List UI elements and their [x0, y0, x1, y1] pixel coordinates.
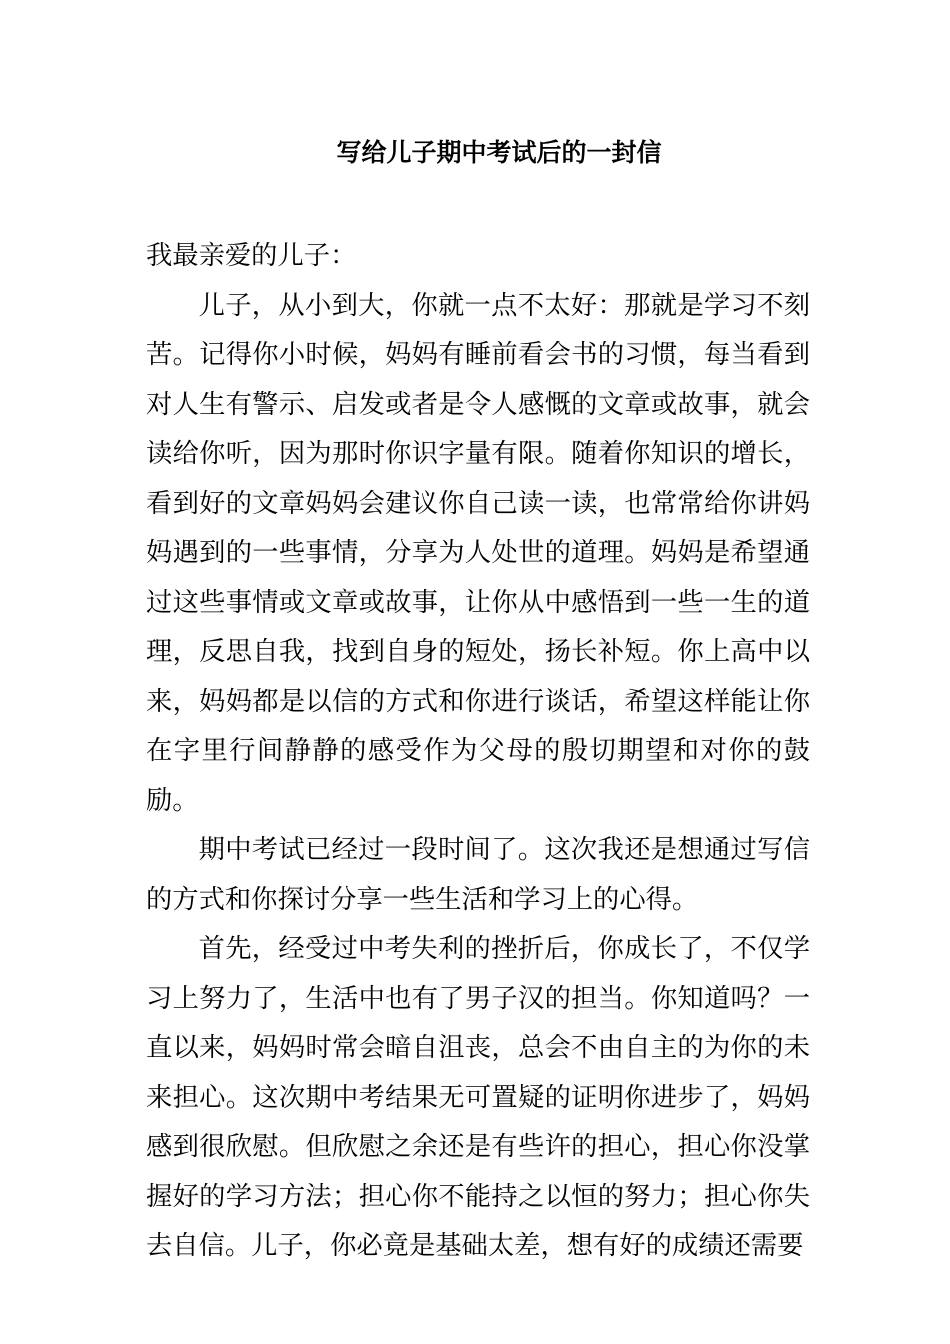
letter-body — [146, 232, 810, 1272]
paragraph: 首先，经受过中考失利的挫折后，你成长了，不仅学习上努力了，生活中也有了男子汉的担当。你知道吗？一直以来，妈妈时常会暗自沮丧，总会不由自主的为你的未来担心。这次期中考结果无可置疑的证明你进步了，妈妈感到很欣慰。但欣慰之余还是有些许的担心，担心你没掌握好的学习方法；担心你不能持之以恒的努力；担心你失去自信。儿子，你必竟是基础太差，想有好的成绩还需要 — [146, 934, 810, 1261]
paragraph: 期中考试已经过一段时间了。这次我还是想通过写信的方式和你探讨分享一些生活和学习上的心得。 — [146, 835, 810, 915]
document-title: 写给儿子期中考试后的一封信 — [336, 138, 662, 167]
paragraph: 儿子，从小到大，你就一点不太好：那就是学习不刻苦。记得你小时候，妈妈有睡前看会书的习惯，每当看到对人生有警示、启发或者是令人感慨的文章或故事，就会读给你听，因为那时你识字量有限。随着你知识的增长，看到好的文章妈妈会建议你自己读一读，也常常给你讲妈妈遇到的一些事情，分享为人处世的道理。妈妈是希望通过这些事情或文章或故事，让你从中感悟到一些一生的道理，反思自我，找到自身的短处，扬长补短。你上高中以来，妈妈都是以信的方式和你进行谈话，希望这样能让你在字里行间静静的感受作为父母的殷切期望和对你的鼓励。 — [146, 290, 810, 816]
salutation: 我最亲爱的儿子： — [146, 241, 357, 271]
